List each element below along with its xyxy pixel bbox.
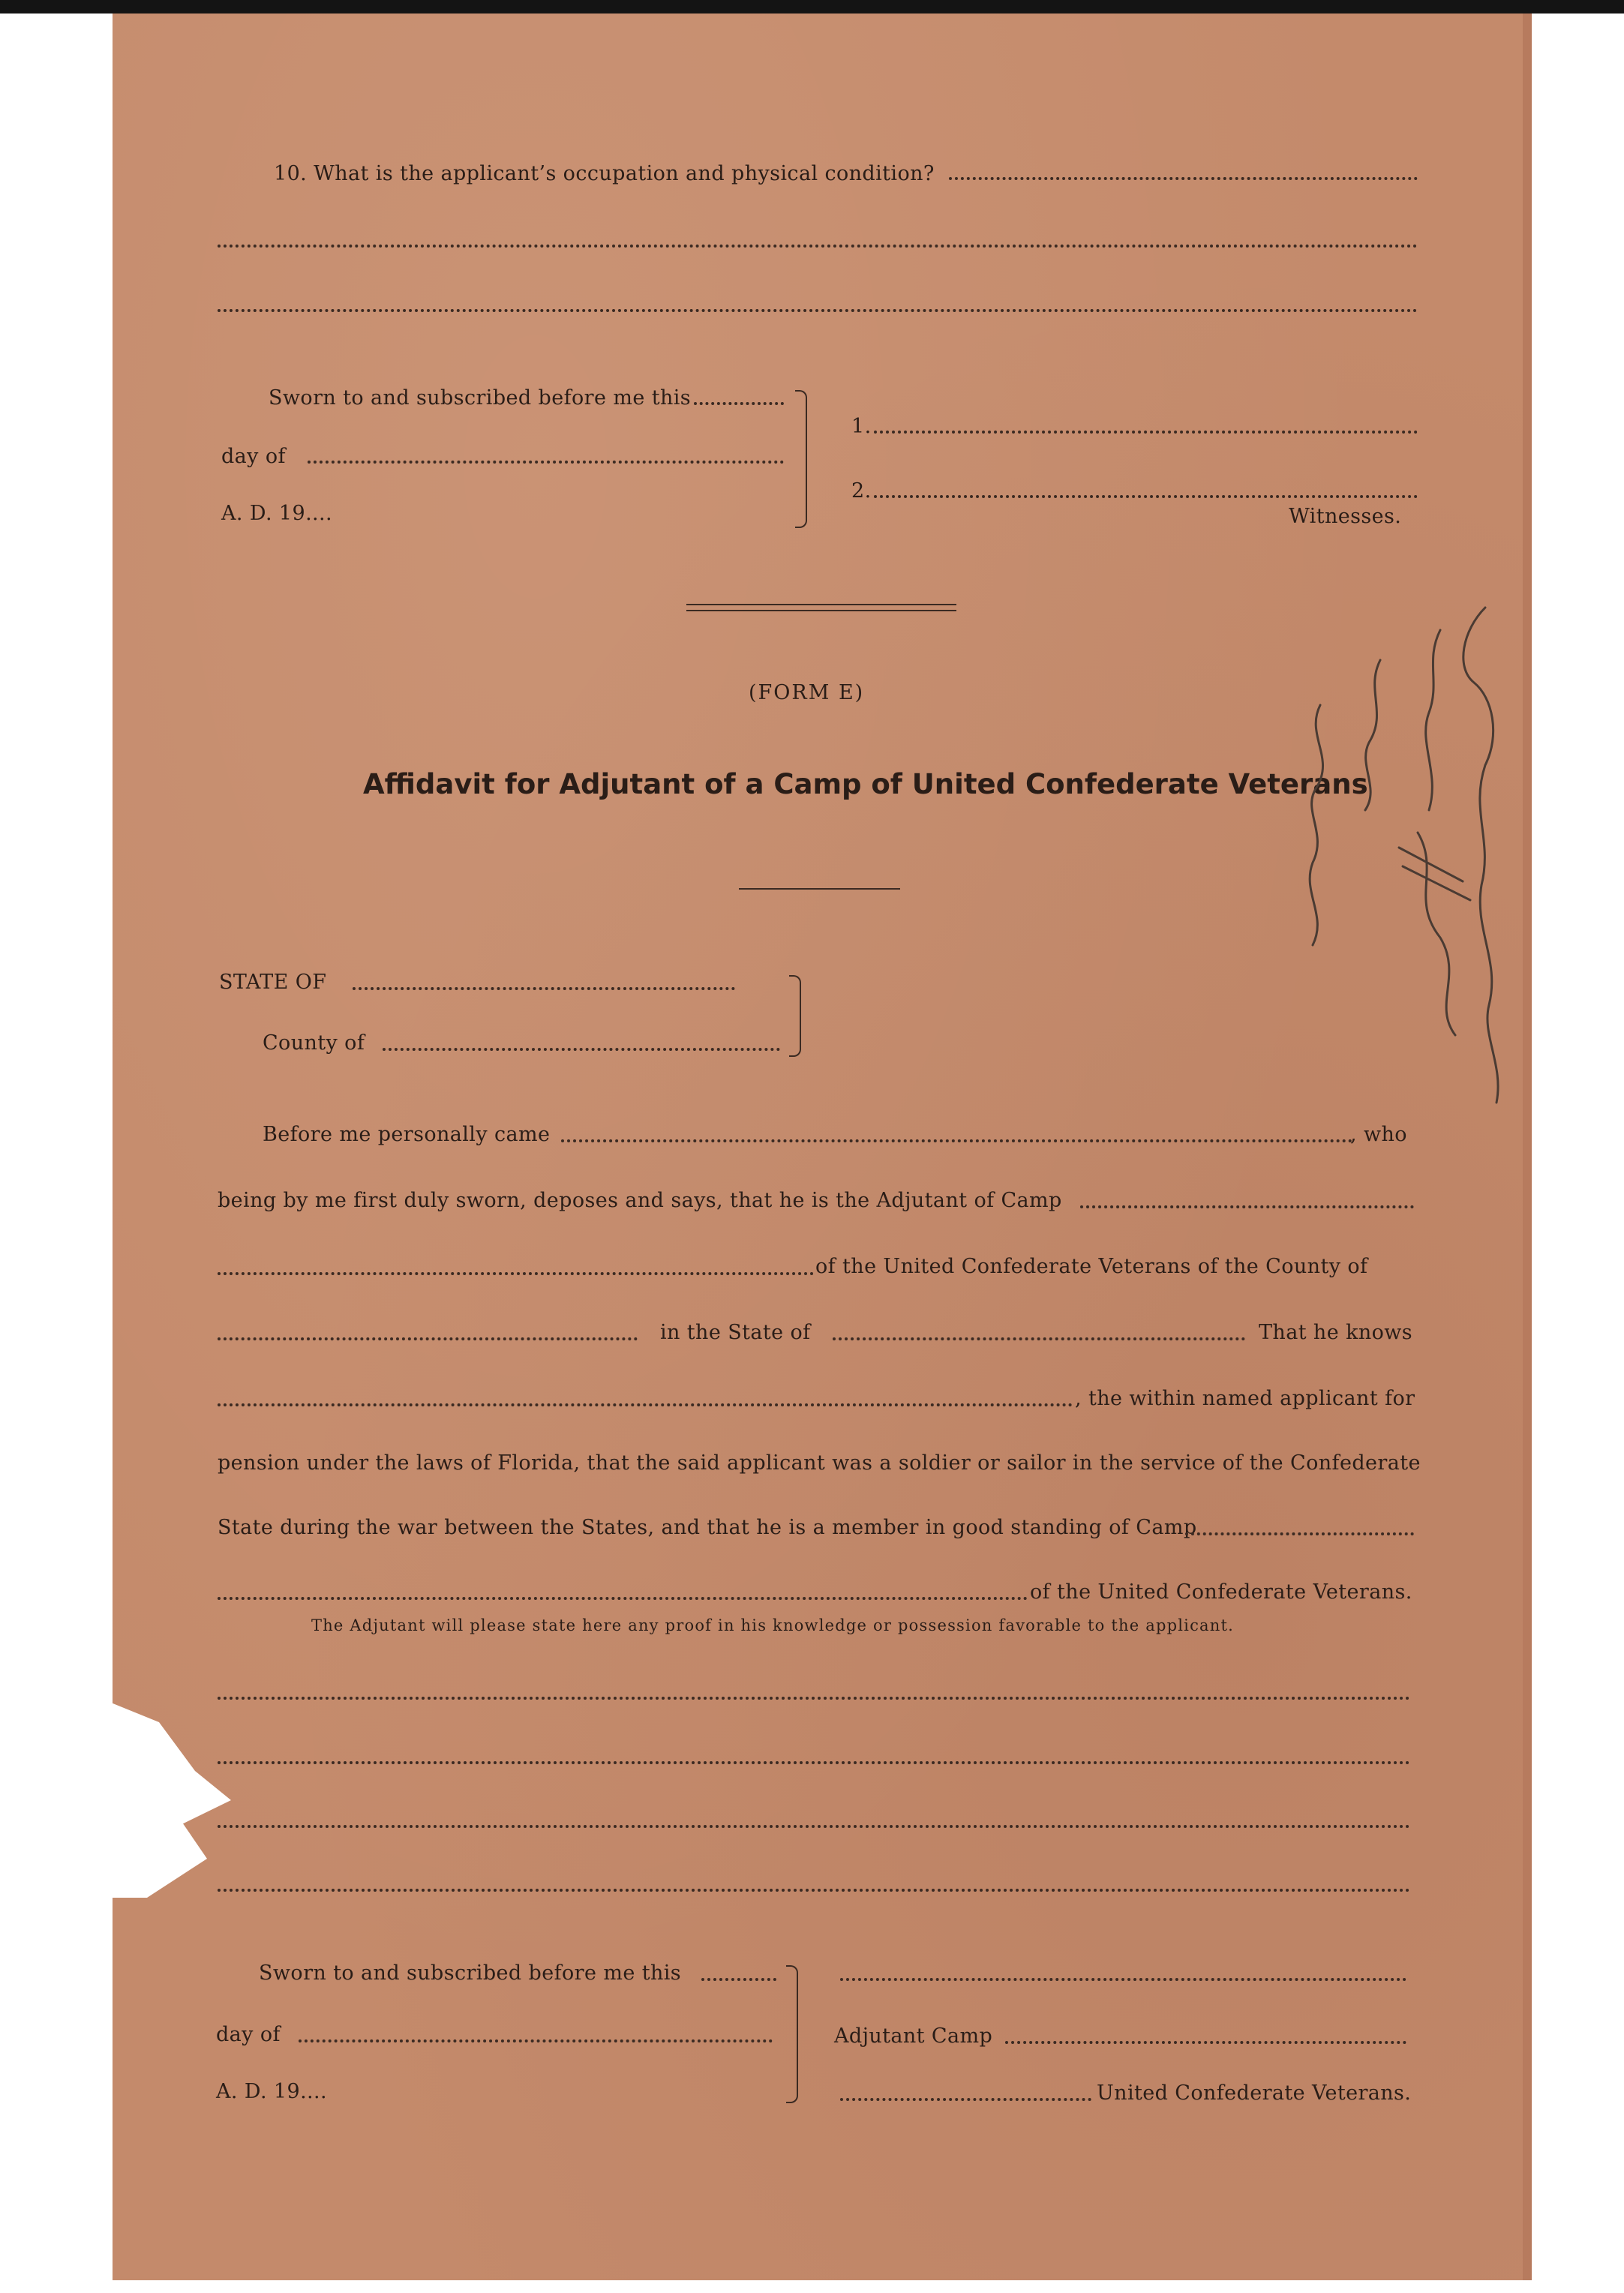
name-line	[561, 1139, 1352, 1142]
answer-line	[218, 245, 1418, 248]
witness-2-line	[874, 495, 1418, 498]
camp-line-2	[218, 1272, 814, 1275]
county-label: County of	[263, 1031, 365, 1055]
day-of-label: day of	[221, 445, 286, 468]
camp-line-4	[218, 1597, 1028, 1600]
double-rule	[686, 604, 956, 611]
adjutant-camp-line	[1005, 2041, 1406, 2044]
state-line	[353, 987, 735, 990]
body-line-4-end: That he knows	[1259, 1321, 1413, 1344]
body-line-3: of the United Confederate Veterans of the County of	[815, 1255, 1368, 1278]
adjutant-note: The Adjutant will please state here any proof in his knowledge or possession favorable to the applicant.	[311, 1616, 1234, 1634]
handwritten-annotation	[1215, 585, 1530, 1125]
state-label: STATE OF	[219, 971, 327, 994]
proof-line	[218, 1825, 1410, 1828]
proof-line	[218, 1697, 1410, 1700]
adjutant-camp-label: Adjutant Camp	[834, 2024, 993, 2048]
closing-bracket	[786, 1965, 798, 2103]
county-line	[383, 1048, 780, 1051]
body-line-5: , the within named applicant for	[1075, 1387, 1415, 1410]
day-of-line	[308, 461, 784, 464]
witness-1-label: 1.	[851, 415, 872, 438]
closing-day-line	[701, 1978, 776, 1981]
answer-line	[218, 309, 1418, 312]
form-label: (FORM E)	[749, 681, 865, 704]
state-line-2	[833, 1337, 1245, 1340]
applicant-name-line	[218, 1403, 1073, 1406]
camp-line-3	[1185, 1532, 1414, 1535]
body-line-7: State during the war between the States, and that he is a member in good standing of Camp	[218, 1516, 1197, 1539]
scan-top-border	[0, 0, 1624, 14]
closing-ad: A. D. 19....	[216, 2080, 328, 2103]
sworn-day-line	[694, 402, 784, 405]
venue-bracket	[789, 975, 801, 1057]
camp-line	[1080, 1205, 1414, 1208]
witness-1-line	[874, 431, 1418, 434]
closing-day-of: day of	[216, 2023, 281, 2046]
body-line-2: being by me first duly sworn, deposes and says, that he is the Adjutant of Camp	[218, 1189, 1062, 1212]
answer-line	[949, 177, 1418, 180]
county-line-2	[218, 1337, 638, 1340]
form-title: Affidavit for Adjutant of a Camp of United Confederate Veterans	[363, 768, 1368, 800]
body-line-6: pension under the laws of Florida, that the said applicant was a soldier or sailor in the service of the Confederate	[218, 1451, 1421, 1475]
body-line-4: in the State of	[660, 1321, 811, 1344]
ucv-label: United Confederate Veterans.	[1097, 2081, 1412, 2105]
closing-day-of-line	[299, 2039, 773, 2042]
ad-year: A. D. 19....	[221, 502, 333, 525]
sworn-text: Sworn to and subscribed before me this	[269, 386, 692, 410]
ucv-line	[840, 2098, 1091, 2101]
sheet-edge	[1523, 14, 1532, 2280]
witness-2-label: 2.	[851, 479, 872, 503]
signature-line	[840, 1978, 1406, 1981]
body-line-1: Before me personally came	[263, 1123, 551, 1146]
body-line-1-end: , who	[1350, 1123, 1407, 1146]
body-line-8: of the United Confederate Veterans.	[1030, 1580, 1412, 1604]
proof-line	[218, 1889, 1410, 1892]
proof-line	[218, 1761, 1410, 1764]
bracket	[795, 390, 807, 528]
question-10: 10. What is the applicant’s occupation and physical condition?	[274, 162, 935, 185]
title-rule	[739, 888, 900, 890]
closing-sworn: Sworn to and subscribed before me this	[259, 1961, 682, 1985]
witnesses-label: Witnesses.	[1289, 505, 1402, 528]
